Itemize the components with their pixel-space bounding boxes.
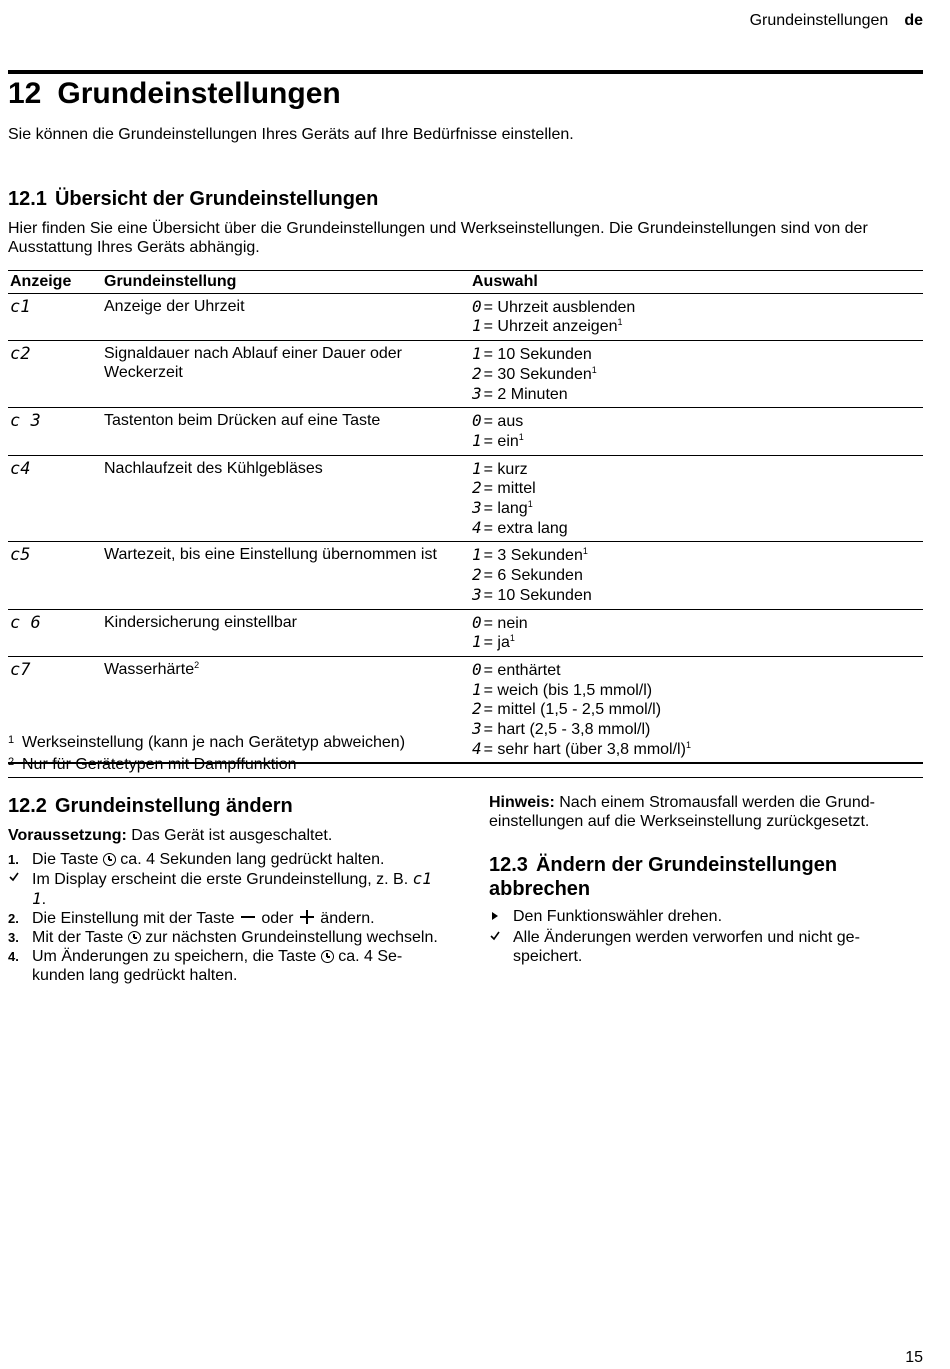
footnote-ref: 1 — [685, 739, 691, 750]
table-cell-setting — [102, 609, 470, 656]
table-cell-setting — [102, 408, 470, 455]
section-1-title-text: Übersicht der Grundeinstellungen — [54, 188, 379, 210]
setting-text: Anzeige der Uhrzeit — [104, 297, 245, 315]
plus-icon — [300, 910, 314, 924]
result-text: Alle Änderungen werden verworfen und nicht gespeichert. — [513, 929, 860, 965]
display-code: c7 — [10, 659, 31, 680]
option-item — [472, 661, 921, 681]
option-text: = weich (bis 1,5 mmol/l) — [483, 681, 653, 699]
table-row — [8, 542, 923, 609]
option-text: = Uhrzeit ausblenden — [483, 298, 636, 316]
table-row — [8, 408, 923, 455]
table-cell-options — [470, 609, 923, 656]
option-item — [472, 298, 921, 318]
table-cell-code — [8, 609, 102, 656]
option-item — [472, 432, 921, 452]
option-key: 1 — [472, 316, 482, 336]
option-text: = Uhrzeit anzeigen — [483, 318, 618, 336]
right-column — [489, 793, 919, 966]
display-code: c1 — [10, 296, 31, 317]
chapter-number: 12 — [8, 77, 42, 110]
clock-icon — [321, 950, 334, 963]
prerequisite — [8, 826, 448, 845]
table-cell-options — [470, 455, 923, 542]
section-2-title-text: Grundeinstellung ändern — [54, 795, 293, 817]
result-text: Im Display erscheint die erste Grundeinstellung, z. B. — [32, 871, 413, 888]
step-1 — [8, 850, 448, 869]
running-header-lang: de — [904, 12, 923, 29]
check-icon — [9, 872, 19, 882]
option-key: 4 — [472, 738, 482, 758]
table-cell-code — [8, 455, 102, 542]
step-4 — [8, 947, 448, 985]
table-cell-code — [8, 408, 102, 455]
table-cell-code — [8, 341, 102, 408]
option-key: 0 — [472, 411, 482, 431]
option-item — [472, 412, 921, 432]
option-key: 0 — [472, 612, 482, 632]
footnote-ref: 1 — [527, 499, 533, 510]
section-3-number: 12.3 — [489, 854, 528, 876]
footnote-ref: 1 — [509, 633, 515, 644]
step-text: Mit der Taste — [32, 929, 128, 946]
step-text: oder — [256, 910, 298, 927]
footnote-2 — [8, 753, 923, 775]
option-text: = ein — [483, 432, 519, 450]
option-text: = mittel (1,5 - 2,5 mmol/l) — [483, 701, 662, 719]
option-key: 0 — [472, 296, 482, 316]
change-steps — [8, 850, 448, 985]
footnote-ref: 1 — [518, 431, 524, 442]
step-marker: 2. — [8, 911, 19, 926]
option-key: 3 — [472, 498, 482, 518]
option-key: 1 — [472, 458, 482, 478]
cancel-step — [489, 907, 919, 926]
option-text: = kurz — [483, 460, 528, 478]
display-code: c4 — [10, 458, 31, 479]
table-header-row — [8, 271, 923, 294]
option-key: 1 — [472, 344, 482, 364]
chapter-title-text: Grundeinstellungen — [57, 77, 341, 110]
option-item — [472, 614, 921, 634]
section-2-title — [8, 794, 448, 818]
option-key: 1 — [472, 632, 482, 652]
option-text: = 30 Sekunden — [483, 365, 592, 383]
option-item — [472, 479, 921, 499]
table-cell-options — [470, 542, 923, 609]
option-text: = 10 Sekunden — [483, 346, 592, 364]
clock-icon — [128, 931, 141, 944]
option-text: = 6 Sekunden — [483, 567, 583, 585]
settings-table — [8, 270, 923, 764]
cancel-steps — [489, 907, 919, 966]
section-1-intro: Hier finden Sie eine Übersicht über die Grundeinstellungen und Werkseinstellungen. Die Grundeinstellungen sind von der Ausstattung Ihres Geräts abhängig. — [8, 220, 868, 256]
option-text: = mittel — [483, 480, 536, 498]
option-text: = lang — [483, 500, 528, 518]
arrow-right-icon — [492, 912, 498, 920]
option-text: = extra lang — [483, 519, 568, 537]
display-code: c5 — [10, 545, 31, 566]
option-item — [472, 546, 921, 566]
chapter-intro: Sie können die Grundeinstellungen Ihres Geräts auf Ihre Bedürfnisse einstellen. — [8, 126, 574, 143]
page-number: 15 — [905, 1349, 923, 1366]
option-item — [472, 460, 921, 480]
table-header-auswahl: Auswahl — [470, 271, 923, 294]
step-text: Die Einstellung mit der Taste — [32, 910, 239, 927]
option-key: 2 — [472, 478, 482, 498]
option-item — [472, 633, 921, 653]
table-cell-code — [8, 293, 102, 340]
option-text: = 3 Sekunden — [483, 547, 583, 565]
table-row — [8, 341, 923, 408]
option-key: 3 — [472, 584, 482, 604]
table-footnotes — [8, 731, 923, 778]
option-key: 2 — [472, 363, 482, 383]
display-code: c 3 — [10, 411, 41, 432]
table-row — [8, 609, 923, 656]
option-text: = 2 Minuten — [483, 385, 568, 403]
option-text: = enthärtet — [483, 661, 561, 679]
footnote-ref: 1 — [582, 546, 588, 557]
step-text: zur nächsten Grundeinstellung wechseln. — [140, 929, 438, 946]
step-2 — [8, 909, 448, 928]
step-text: Die Taste — [32, 851, 103, 868]
option-key: 1 — [472, 430, 482, 450]
prerequisite-text: Das Gerät ist ausgeschaltet. — [126, 827, 333, 844]
step-marker: 4. — [8, 949, 19, 964]
header-rule — [8, 70, 923, 74]
setting-text: Wartezeit, bis eine Einstellung übernommen ist — [104, 546, 437, 564]
setting-text: Nachlaufzeit des Kühlgebläses — [104, 459, 323, 477]
section-3-title — [489, 853, 919, 901]
table-cell-options — [470, 408, 923, 455]
section-1-title — [8, 187, 378, 211]
step-text: ca. 4 Sekunden lang gedrückt halten. — [32, 948, 403, 984]
option-key: 0 — [472, 659, 482, 679]
table-cell-setting — [102, 455, 470, 542]
table-header-grundeinstellung: Grundeinstellung — [102, 271, 470, 294]
option-key: 4 — [472, 517, 482, 537]
display-code: c1 1 — [32, 869, 432, 908]
option-item — [472, 700, 921, 720]
display-code: c 6 — [10, 612, 41, 633]
table-cell-setting — [102, 542, 470, 609]
left-column — [8, 794, 448, 985]
setting-text: Wasserhärte — [104, 660, 195, 678]
option-key: 3 — [472, 383, 482, 403]
minus-icon — [241, 916, 255, 918]
table-cell-setting — [102, 341, 470, 408]
setting-text: Tastenton beim Drücken auf eine Taste — [104, 412, 381, 430]
table-cell-setting — [102, 293, 470, 340]
clock-icon — [103, 853, 116, 866]
note-label: Hinweis: — [489, 794, 555, 811]
running-header-section: Grundeinstellungen — [749, 12, 889, 29]
option-item — [472, 586, 921, 606]
option-item — [472, 566, 921, 586]
table-cell-options — [470, 293, 923, 340]
footnote-text: Werkseinstellung (kann je nach Gerätetyp abweichen) — [22, 734, 406, 751]
option-item — [472, 345, 921, 365]
table-body — [8, 293, 923, 763]
option-text: = hart (2,5 - 3,8 mmol/l) — [483, 721, 651, 739]
table-row — [8, 293, 923, 340]
section-1-number: 12.1 — [8, 188, 47, 210]
option-item — [472, 365, 921, 385]
step-3 — [8, 928, 448, 947]
option-key: 1 — [472, 679, 482, 699]
option-text: = aus — [483, 413, 524, 431]
footnote-mark: 1 — [8, 734, 15, 746]
option-item — [472, 499, 921, 519]
chapter-title — [8, 75, 341, 113]
check-icon — [490, 931, 500, 941]
table-cell-code — [8, 542, 102, 609]
step-marker: 1. — [8, 852, 19, 867]
step-1-result — [8, 869, 448, 909]
table-header-anzeige: Anzeige — [8, 271, 102, 294]
option-text: = ja — [483, 634, 510, 652]
note-text: Nach einem Stromausfall werden die Grundeinstellungen auf die Werkseinstellung zurückgesetzt. — [489, 794, 875, 830]
note — [489, 793, 919, 831]
setting-text: Signaldauer nach Ablauf einer Dauer oder Weckerzeit — [104, 345, 402, 381]
step-text: ändern. — [315, 910, 375, 927]
option-text: = sehr hart (über 3,8 mmol/l) — [483, 740, 686, 758]
option-item — [472, 519, 921, 539]
step-text: Um Änderungen zu speichern, die Taste — [32, 948, 321, 965]
step-text: Den Funktionswähler drehen. — [513, 908, 723, 925]
option-item — [472, 681, 921, 701]
option-item — [472, 317, 921, 337]
table-cell-options — [470, 341, 923, 408]
table-row — [8, 455, 923, 542]
option-key: 2 — [472, 699, 482, 719]
display-code: c2 — [10, 344, 31, 365]
setting-text: Kindersicherung einstellbar — [104, 613, 297, 631]
cancel-result — [489, 928, 919, 966]
option-text: = nein — [483, 614, 528, 632]
footnote-mark: 2 — [8, 755, 15, 768]
running-header — [750, 12, 923, 30]
footnote-text: Nur für Gerätetypen mit Dampffunktion — [22, 755, 297, 773]
option-key: 1 — [472, 545, 482, 565]
section-2-number: 12.2 — [8, 795, 47, 817]
prerequisite-label: Voraussetzung: — [8, 827, 127, 844]
footnote-1 — [8, 731, 923, 753]
footnote-ref: 1 — [591, 364, 597, 375]
step-marker: 3. — [8, 930, 19, 945]
option-item — [472, 385, 921, 405]
step-text: ca. 4 Sekunden lang gedrückt halten. — [115, 851, 385, 868]
result-text: . — [41, 891, 47, 908]
option-key: 2 — [472, 565, 482, 585]
option-key: 3 — [472, 719, 482, 739]
footnote-ref: 1 — [617, 317, 623, 328]
option-text: = 10 Sekunden — [483, 586, 592, 604]
section-3-title-text: Ändern der Grundeinstellungen abbrechen — [489, 854, 838, 900]
footnote-ref: 2 — [194, 659, 200, 670]
